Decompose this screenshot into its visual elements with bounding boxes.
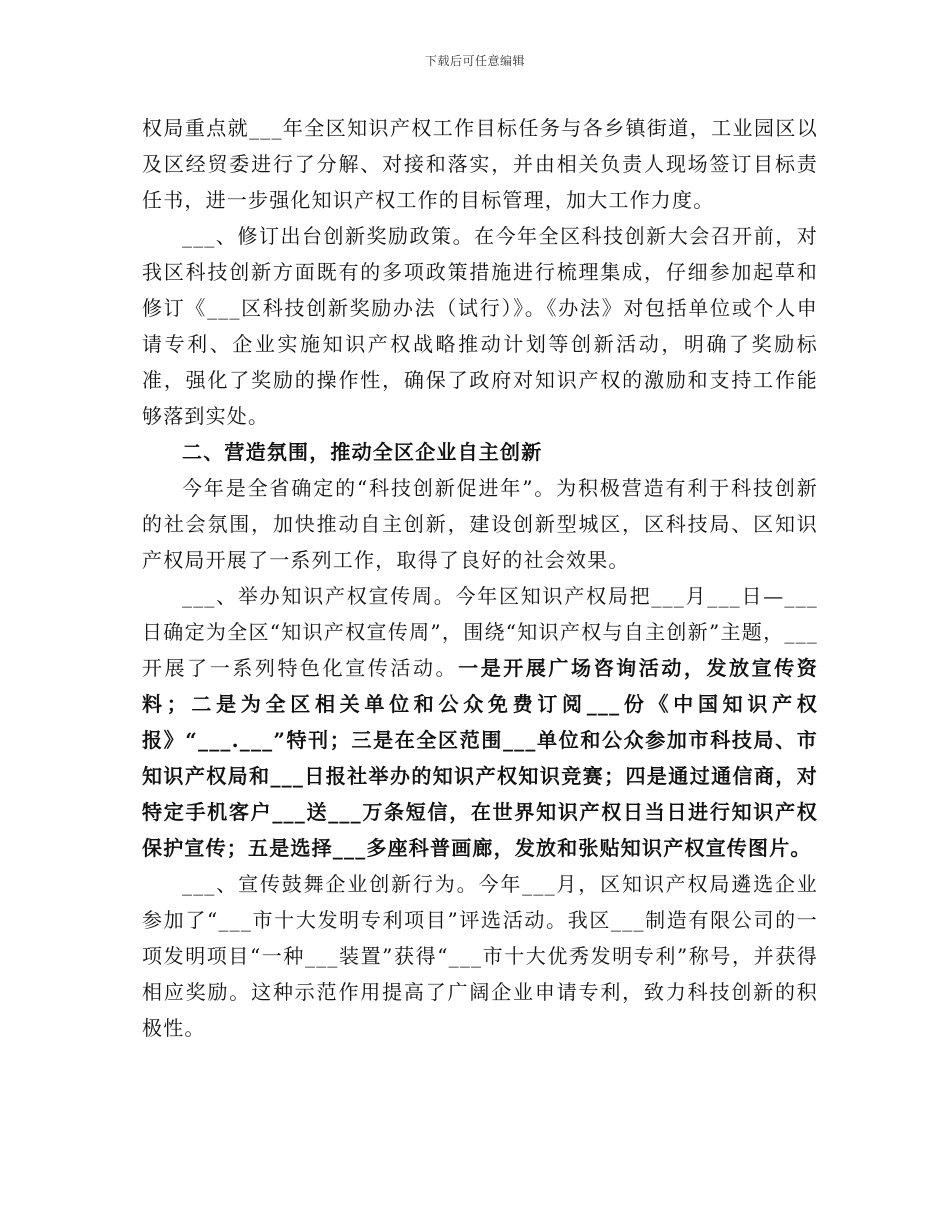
paragraph-4 [142,578,818,866]
document-body [142,110,818,1046]
paragraph-5: ___、宣传鼓舞企业创新行为。今年___月，区知识产权局遴选企业参加了“___市十大发明专利项目”评选活动。我区___制造有限公司的一项发明项目“一种___装置”获得“___市十大优秀发明专利”称号，并获得相应奖励。这种示范作用提高了广阔企业申请专利，致力科技创新的积极性。 [142,872,818,1040]
paragraph-4-bold-text: 一是开展广场咨询活动，发放宣传资料；二是为全区相关单位和公众免费订阅___份《中国知识产权报》“___.___”特刊；三是在全区范围___单位和公众参加市科技局、市知识产权局和___日报社举办的知识产权知识竞赛；四是通过通信商，对特定手机客户___送___万条短信，在世界知识产权日当日进行知识产权保护宣传；五是选择___多座科普画廊，发放和张贴知识产权宣传图片。 [142,656,818,860]
paragraph-4-text: ___、举办知识产权宣传周。今年区知识产权局把___月___日—___日确定为全区“知识产权宣传周”，围绕“知识产权与自主创新”主题，___开展了一系列特色化宣传活动。 [142,584,818,680]
paragraph-3: 今年是全省确定的“科技创新促进年”。为积极营造有利于科技创新的社会氛围，加快推动自主创新，建设创新型城区，区科技局、区知识产权局开展了一系列工作，取得了良好的社会效果。 [142,476,818,572]
page-header: 下载后可任意编辑 [424,54,525,68]
section-heading-2: 二、营造氛围，推动全区企业自主创新 [182,440,543,464]
paragraph-2: ___、修订出台创新奖励政策。在今年全区科技创新大会召开前，对我区科技创新方面既有的多项政策措施进行梳理集成，仔细参加起草和修订《___区科技创新奖励办法（试行）》。《办法》对包括单位或个人申请专利、企业实施知识产权战略推动计划等创新活动，明确了奖励标准，强化了奖励的操作性，确保了政府对知识产权的激励和支持工作能够落到实处。 [142,224,818,428]
paragraph-1: 权局重点就___年全区知识产权工作目标任务与各乡镇街道，工业园区以及区经贸委进行了分解、对接和落实，并由相关负责人现场签订目标责任书，进一步强化知识产权工作的目标管理，加大工作力度。 [142,116,818,212]
